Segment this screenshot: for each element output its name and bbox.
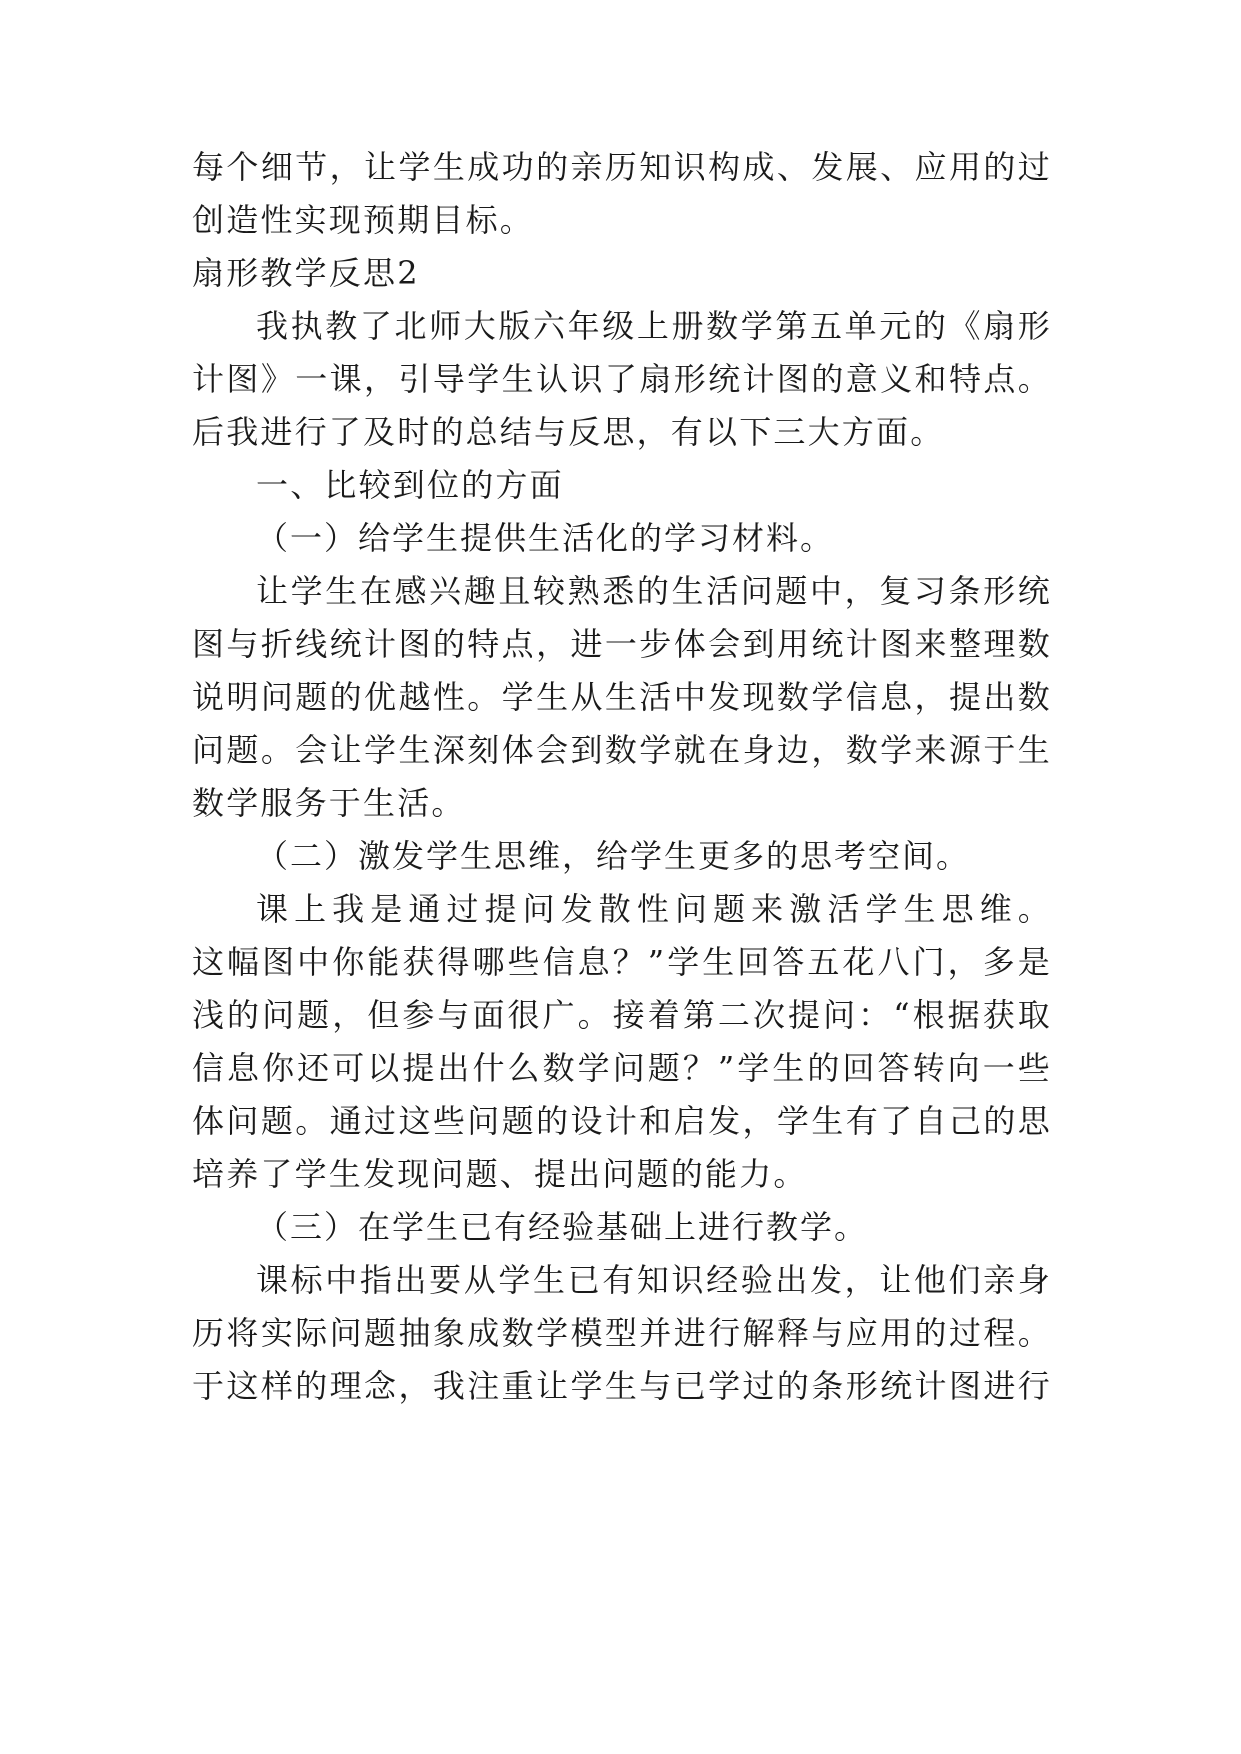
body-text-line: 课上我是通过提问发散性问题来激活学生思维。 xyxy=(256,890,1052,928)
body-text-line: 每个细节，让学生成功的亲历知识构成、发展、应用的过 xyxy=(192,148,1052,186)
body-text-line: 信息你还可以提出什么数学问题？”学生的回答转向一些 xyxy=(192,1049,1052,1087)
body-text-line: 创造性实现预期目标。 xyxy=(192,201,535,239)
body-text-line: 后我进行了及时的总结与反思，有以下三大方面。 xyxy=(192,413,945,451)
body-text-line: 计图》一课，引导学生认识了扇形统计图的意义和特点。 xyxy=(192,360,1052,398)
body-text-line: 体问题。通过这些问题的设计和启发，学生有了自己的思 xyxy=(192,1102,1052,1140)
subheading: （二）激发学生思维，给学生更多的思考空间。 xyxy=(256,837,971,875)
body-text-line: 课标中指出要从学生已有知识经验出发，让他们亲身 xyxy=(256,1261,1052,1299)
body-text-line: 说明问题的优越性。学生从生活中发现数学信息，提出数 xyxy=(192,678,1052,716)
section-heading: 扇形教学反思2 xyxy=(192,254,420,292)
subheading: （三）在学生已有经验基础上进行教学。 xyxy=(256,1208,869,1246)
subheading: 一、比较到位的方面 xyxy=(256,466,564,504)
body-text-line: 图与折线统计图的特点，进一步体会到用统计图来整理数 xyxy=(192,625,1052,663)
body-text-line: 浅的问题，但参与面很广。接着第二次提问：“根据获取 xyxy=(192,996,1052,1034)
body-text-line: 历将实际问题抽象成数学模型并进行解释与应用的过程。 xyxy=(192,1314,1052,1352)
body-text-line: 让学生在感兴趣且较熟悉的生活问题中，复习条形统 xyxy=(256,572,1052,610)
body-text-line: 培养了学生发现问题、提出问题的能力。 xyxy=(192,1155,808,1193)
subheading: （一）给学生提供生活化的学习材料。 xyxy=(256,519,835,557)
body-text-line: 于这样的理念，我注重让学生与已学过的条形统计图进行 xyxy=(192,1367,1052,1405)
body-text-line: 这幅图中你能获得哪些信息？”学生回答五花八门，多是 xyxy=(192,943,1052,981)
body-text-line: 问题。会让学生深刻体会到数学就在身边，数学来源于生 xyxy=(192,731,1052,769)
body-text-line: 数学服务于生活。 xyxy=(192,784,466,822)
body-text-line: 我执教了北师大版六年级上册数学第五单元的《扇形 xyxy=(256,307,1052,345)
